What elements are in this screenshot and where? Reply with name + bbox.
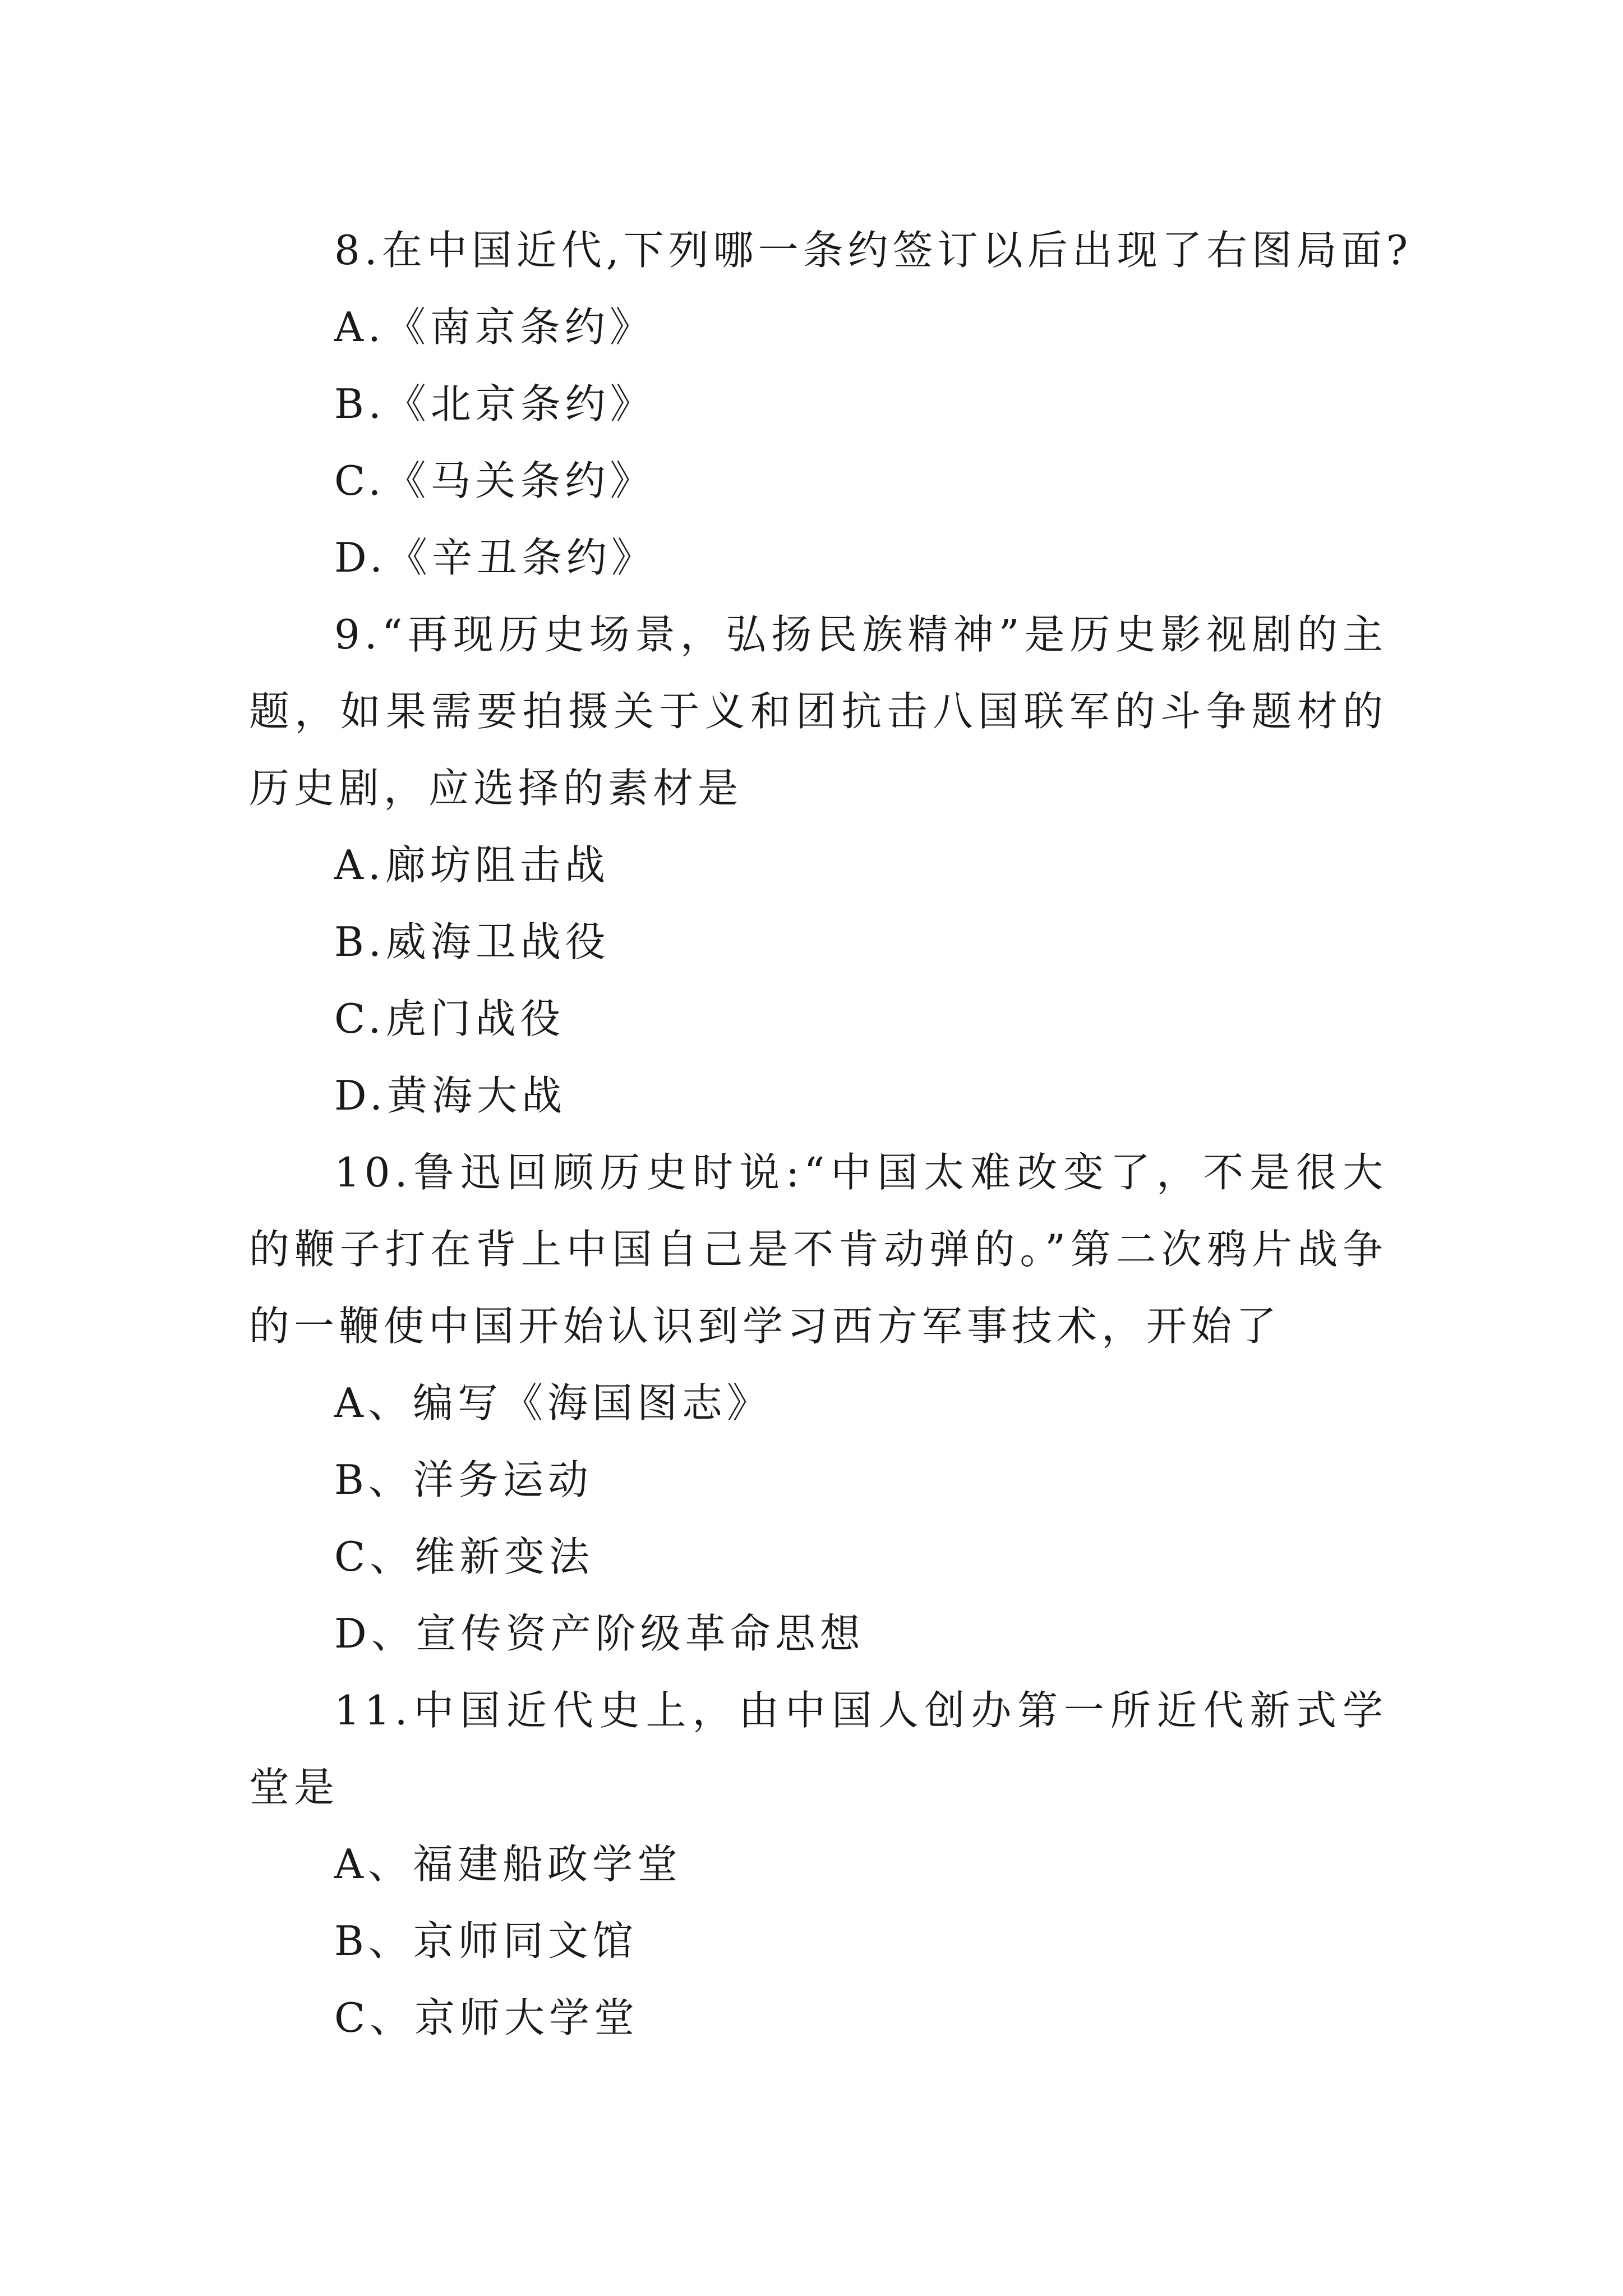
question-9-option-a: A.廊坊阻击战: [334, 841, 610, 889]
question-10-option-b: B、洋务运动: [334, 1456, 593, 1503]
question-8-option-c: C.《马关条约》: [334, 457, 655, 504]
question-list: [249, 212, 1413, 2056]
question-10-stem: 10.鲁迅回顾历史时说:“中国太难改变了，不是很大的鞭子打在背上中国自己是不肯动弹的。”第二次鸦片战争的一鞭使中国开始认识到学习西方军事技术，开始了: [249, 1149, 1387, 1350]
question-11-option-a: A、福建船政学堂: [334, 1841, 682, 1888]
question-9-option-b: B.威海卫战役: [334, 918, 610, 965]
question-8-stem: 8.在中国近代,下列哪一条约签订以后出现了右图局面?: [334, 227, 1413, 274]
question-10-option-d: D、宣传资产阶级革命思想: [334, 1610, 865, 1657]
question-8-option-a: A.《南京条约》: [334, 303, 654, 351]
question-9-stem: 9.“再现历史场景，弘扬民族精神”是历史影视剧的主题，如果需要拍摄关于义和团抗击八国联军的斗争题材的历史剧，应选择的素材是: [249, 611, 1387, 812]
question-11-option-b: B、京师同文馆: [334, 1917, 638, 1964]
question-9-option-d: D.黄海大战: [334, 1072, 567, 1119]
question-10-option-a: A、编写《海国图志》: [334, 1379, 772, 1427]
question-9-option-c: C.虎门战役: [334, 995, 565, 1042]
question-10-option-c: C、维新变法: [334, 1533, 594, 1580]
question-11-stem: 11.中国近代史上，由中国人创办第一所近代新式学堂是: [249, 1687, 1387, 1811]
question-11-option-c: C、京师大学堂: [334, 1994, 639, 2041]
question-8-option-b: B.《北京条约》: [334, 380, 655, 427]
question-8-option-d: D.《辛丑条约》: [334, 534, 657, 581]
